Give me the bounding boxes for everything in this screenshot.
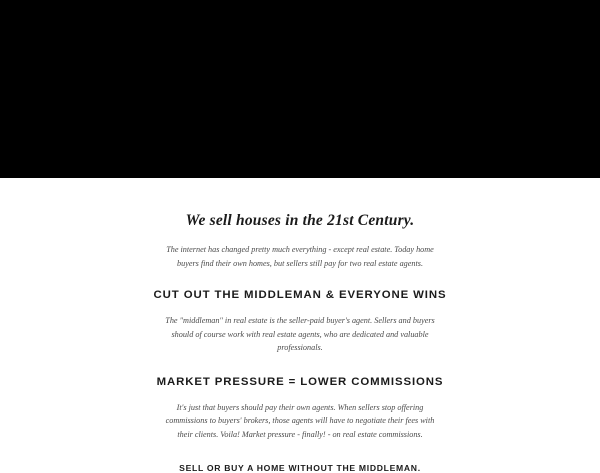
closing-statement: SELL OR BUY A HOME WITHOUT THE MIDDLEMAN.	[179, 463, 421, 473]
section-heading-market-pressure: MARKET PRESSURE = LOWER COMMISSIONS	[156, 375, 444, 388]
section-two-paragraph: It's just that buyers should pay their own agents. When sellers stop offering commissions to buyers' brokers, those agents will have to negotiate their fees with their clients. Voila! Market pressure - finally! - on real estate commissions.	[165, 402, 435, 439]
intro-paragraph: The internet has changed pretty much everything - except real estate. Today home buyers find their own homes, but sellers still pay for two real estate agents.	[166, 245, 434, 268]
section-heading-cut-out-the-middleman: CUT OUT THE MIDDLEMAN & EVERYONE WINS	[153, 289, 447, 302]
page-title: We sell houses in the 21st Century.	[185, 212, 415, 229]
hero-banner	[0, 0, 600, 178]
main-content	[0, 178, 600, 473]
section-one-paragraph: The "middleman" in real estate is the seller-paid buyer's agent. Sellers and buyers should of course work with real estate agents, who are dedicated and valuable professionals.	[165, 316, 435, 353]
